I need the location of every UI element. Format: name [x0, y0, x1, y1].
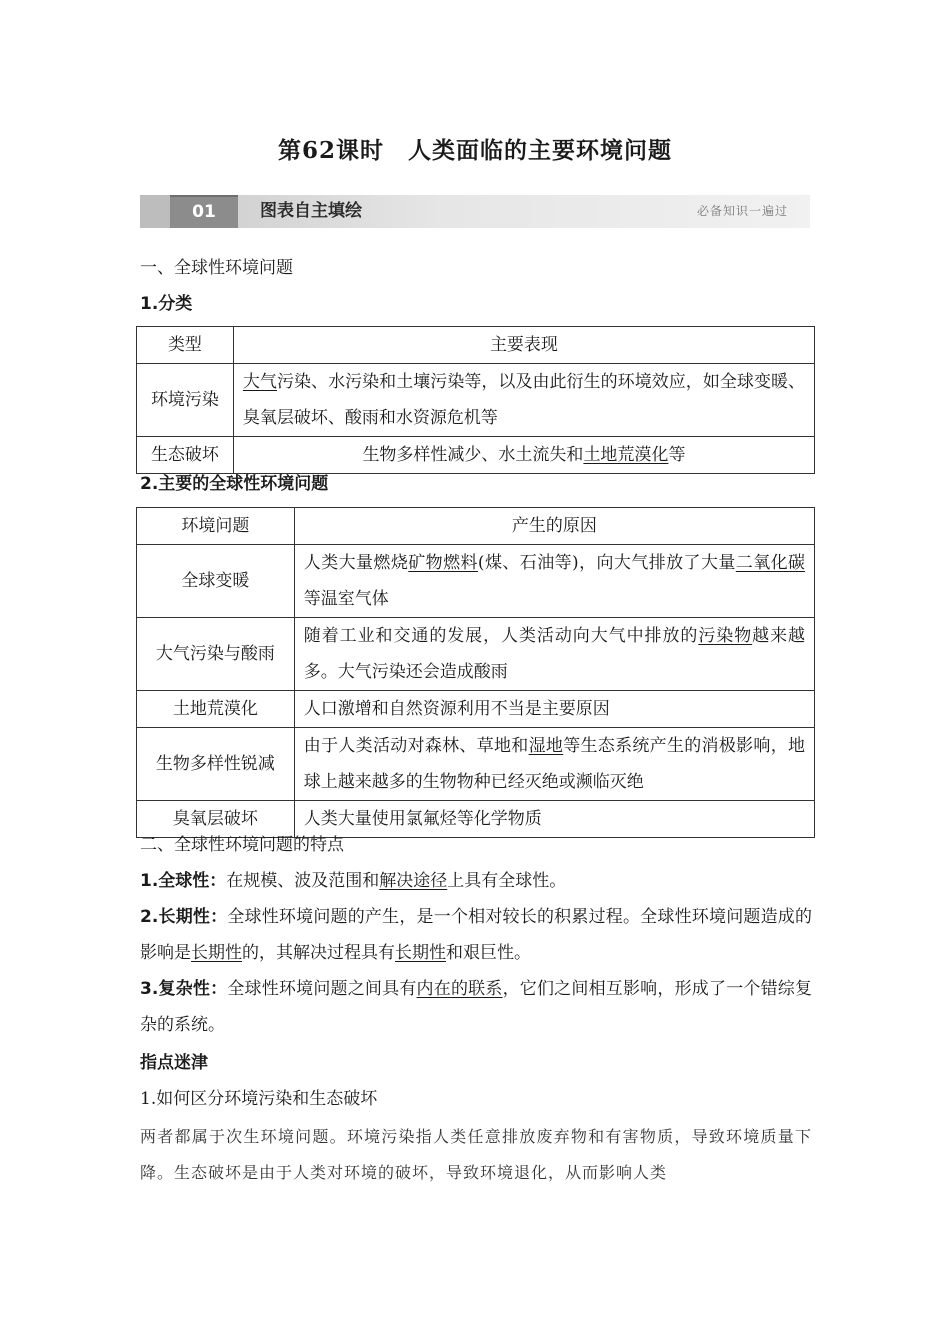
section1-heading: 一、全球性环境问题 — [140, 258, 293, 278]
answer-blank: 长期性 — [395, 943, 446, 963]
feature-label: 2.长期性： — [140, 907, 228, 927]
classification-table — [136, 326, 815, 474]
type-cell: 环境污染 — [137, 364, 234, 437]
table-header-cell: 环境问题 — [137, 508, 295, 545]
answer-blank: 二氧化碳 — [735, 553, 806, 573]
tips-paragraph: 两者都属于次生环境问题。环境污染指人类任意排放废弃物和有害物质，导致环境质量下降。生态破坏是由于人类对环境的破坏，导致环境退化，从而影响人类 — [140, 1127, 812, 1182]
table-row — [137, 691, 815, 728]
banner-number: 01 — [170, 195, 238, 228]
answer-blank: 长期性 — [191, 943, 242, 963]
type-cell: 生态破坏 — [137, 437, 234, 474]
issue-cell: 全球变暖 — [137, 545, 295, 618]
table-header-cell: 主要表现 — [233, 327, 814, 364]
cause-cell: 人类大量燃烧矿物燃料(煤、石油等)，向大气排放了大量二氧化碳等温室气体 — [294, 545, 814, 618]
cause-cell: 由于人类活动对森林、草地和湿地等生态系统产生的消极影响，地球上越来越多的生物物种已经灭绝或濒临灭绝 — [294, 728, 814, 801]
issue-cell: 大气污染与酸雨 — [137, 618, 295, 691]
answer-blank: 解决途径 — [379, 871, 448, 891]
answer-blank: 湿地 — [528, 736, 564, 756]
table-row — [137, 618, 815, 691]
page-title: 第62课时 人类面临的主要环境问题 — [277, 137, 672, 164]
section-banner — [140, 195, 810, 228]
table-row — [137, 364, 815, 437]
table-row — [137, 545, 815, 618]
table-header-cell: 产生的原因 — [294, 508, 814, 545]
cause-cell: 人口激增和自然资源利用不当是主要原因 — [294, 691, 814, 728]
issue-cell: 土地荒漠化 — [137, 691, 295, 728]
table-header-row — [137, 327, 815, 364]
description-cell: 生物多样性减少、水土流失和土地荒漠化等 — [233, 437, 814, 474]
tips-heading: 指点迷津 — [140, 1053, 208, 1073]
feature-label: 1.全球性： — [140, 871, 227, 891]
issue-cell: 生物多样性锐减 — [137, 728, 295, 801]
feature-long-term: 2.长期性：全球性环境问题的产生，是一个相对较长的积累过程。全球性环境问题造成的影响是长期性的，其解决过程具有长期性和艰巨性。 — [140, 907, 813, 963]
answer-blank: 内在的联系 — [416, 979, 503, 999]
table-header-cell: 类型 — [137, 327, 234, 364]
tips-subheading: 1.如何区分环境污染和生态破坏 — [140, 1089, 378, 1109]
description-cell: 大气污染、水污染和土壤污染等，以及由此衍生的环境效应，如全球变暖、臭氧层破坏、酸雨和水资源危机等 — [233, 364, 814, 437]
answer-blank: 矿物燃料 — [408, 553, 478, 573]
banner-subtitle: 必备知识一遍过 — [696, 204, 788, 218]
feature-global: 1.全球性：在规模、波及范围和解决途径上具有全球性。 — [140, 871, 567, 891]
table-row — [137, 728, 815, 801]
banner-accent-bar — [140, 195, 170, 228]
cause-cell: 随着工业和交通的发展，人类活动向大气中排放的污染物越来越多。大气污染还会造成酸雨 — [294, 618, 814, 691]
cause-cell: 人类大量使用氯氟烃等化学物质 — [294, 801, 814, 838]
classification-heading: 1.分类 — [140, 294, 193, 314]
banner-title: 图表自主填绘 — [260, 201, 362, 221]
answer-blank: 土地荒漠化 — [583, 445, 669, 465]
main-issues-table — [136, 507, 815, 838]
issue-cell: 臭氧层破坏 — [137, 801, 295, 838]
feature-label: 3.复杂性： — [140, 979, 228, 999]
feature-complexity: 3.复杂性：全球性环境问题之间具有内在的联系，它们之间相互影响，形成了一个错综复杂的系统。 — [140, 979, 813, 1035]
table-header-row — [137, 508, 815, 545]
answer-blank: 大气 — [242, 372, 277, 392]
main-issues-heading: 2.主要的全球性环境问题 — [140, 474, 329, 494]
answer-blank: 污染物 — [698, 626, 753, 646]
section2-heading: 二、全球性环境问题的特点 — [140, 835, 344, 855]
